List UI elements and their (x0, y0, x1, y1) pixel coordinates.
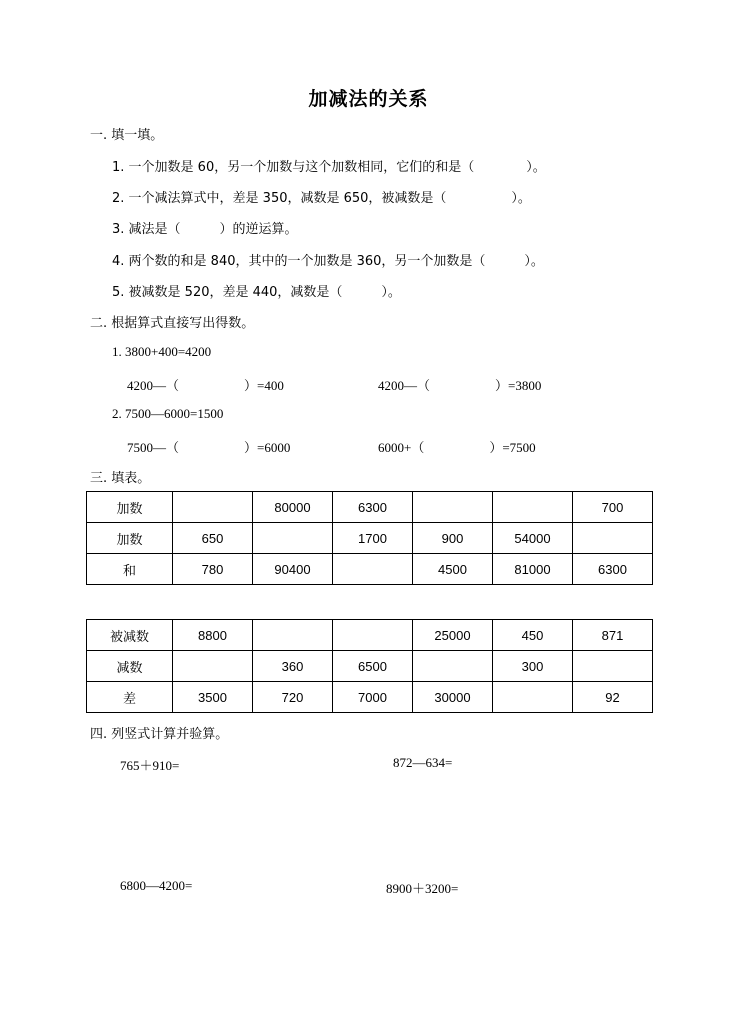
table-cell[interactable]: 8800 (173, 620, 253, 651)
table-cell[interactable]: 92 (573, 682, 653, 713)
table-cell[interactable] (493, 492, 573, 523)
table-cell[interactable]: 54000 (493, 523, 573, 554)
table-row (87, 492, 653, 523)
fill-item-2: 2. 一个减法算式中，差是 350，减数是 650，被减数是（ ）。 (112, 191, 531, 206)
row-header: 和 (87, 554, 173, 585)
row-header: 加数 (87, 523, 173, 554)
table-cell[interactable]: 871 (573, 620, 653, 651)
table-cell[interactable]: 300 (493, 651, 573, 682)
page-title: 加减法的关系 (308, 88, 429, 110)
table-row (87, 523, 653, 554)
section-3-heading: 三. 填表。 (90, 471, 151, 486)
row-header: 被减数 (87, 620, 173, 651)
vertical-calc-1: 765＋910= (120, 758, 180, 773)
derived-equation-2a: 7500—（ ）=6000 (127, 440, 291, 455)
table-cell[interactable]: 720 (253, 682, 333, 713)
table-row (87, 554, 653, 585)
section-4-heading: 四. 列竖式计算并验算。 (90, 727, 229, 742)
derived-equation-2b: 6000+（ ）=7500 (378, 440, 536, 455)
vertical-calc-3: 6800—4200= (120, 878, 193, 893)
table-cell[interactable]: 90400 (253, 554, 333, 585)
table-cell[interactable] (173, 492, 253, 523)
row-header: 加数 (87, 492, 173, 523)
equation-1: 1. 3800+400=4200 (112, 344, 212, 359)
row-header: 减数 (87, 651, 173, 682)
table-cell[interactable] (173, 651, 253, 682)
table-cell[interactable]: 30000 (413, 682, 493, 713)
vertical-calc-2: 872—634= (393, 755, 453, 770)
fill-item-1: 1. 一个加数是 60，另一个加数与这个加数相同，它们的和是（ ）。 (112, 160, 546, 175)
table-cell[interactable]: 1700 (333, 523, 413, 554)
table-cell[interactable] (413, 492, 493, 523)
table-cell[interactable]: 6300 (573, 554, 653, 585)
equation-2: 2. 7500—6000=1500 (112, 406, 224, 421)
table-cell[interactable]: 900 (413, 523, 493, 554)
table-cell[interactable]: 7000 (333, 682, 413, 713)
fill-item-5: 5. 被减数是 520，差是 440，减数是（ ）。 (112, 285, 401, 300)
table-row (87, 651, 653, 682)
table-cell[interactable]: 700 (573, 492, 653, 523)
table-cell[interactable]: 360 (253, 651, 333, 682)
table-cell[interactable]: 780 (173, 554, 253, 585)
table-row (87, 620, 653, 651)
table-cell[interactable] (253, 523, 333, 554)
table-cell[interactable]: 6500 (333, 651, 413, 682)
table-cell[interactable]: 4500 (413, 554, 493, 585)
table-cell[interactable] (333, 554, 413, 585)
table-cell[interactable]: 81000 (493, 554, 573, 585)
table-cell[interactable]: 80000 (253, 492, 333, 523)
section-1-heading: 一. 填一填。 (90, 128, 164, 143)
table-cell[interactable] (573, 523, 653, 554)
table-cell[interactable] (573, 651, 653, 682)
table-cell[interactable]: 650 (173, 523, 253, 554)
fill-item-3: 3. 减法是（ ）的逆运算。 (112, 222, 298, 237)
fill-item-4: 4. 两个数的和是 840，其中的一个加数是 360，另一个加数是（ ）。 (112, 254, 544, 269)
derived-equation-1b: 4200—（ ）=3800 (378, 378, 542, 393)
table-cell[interactable]: 450 (493, 620, 573, 651)
row-header: 差 (87, 682, 173, 713)
addition-table (86, 491, 653, 585)
table-row (87, 682, 653, 713)
table-cell[interactable] (333, 620, 413, 651)
table-cell[interactable] (493, 682, 573, 713)
table-cell[interactable] (413, 651, 493, 682)
table-cell[interactable] (253, 620, 333, 651)
derived-equation-1a: 4200—（ ）=400 (127, 378, 284, 393)
subtraction-table (86, 619, 653, 713)
vertical-calc-4: 8900＋3200= (386, 881, 459, 896)
table-cell[interactable]: 6300 (333, 492, 413, 523)
section-2-heading: 二. 根据算式直接写出得数。 (90, 316, 255, 331)
table-cell[interactable]: 3500 (173, 682, 253, 713)
table-cell[interactable]: 25000 (413, 620, 493, 651)
